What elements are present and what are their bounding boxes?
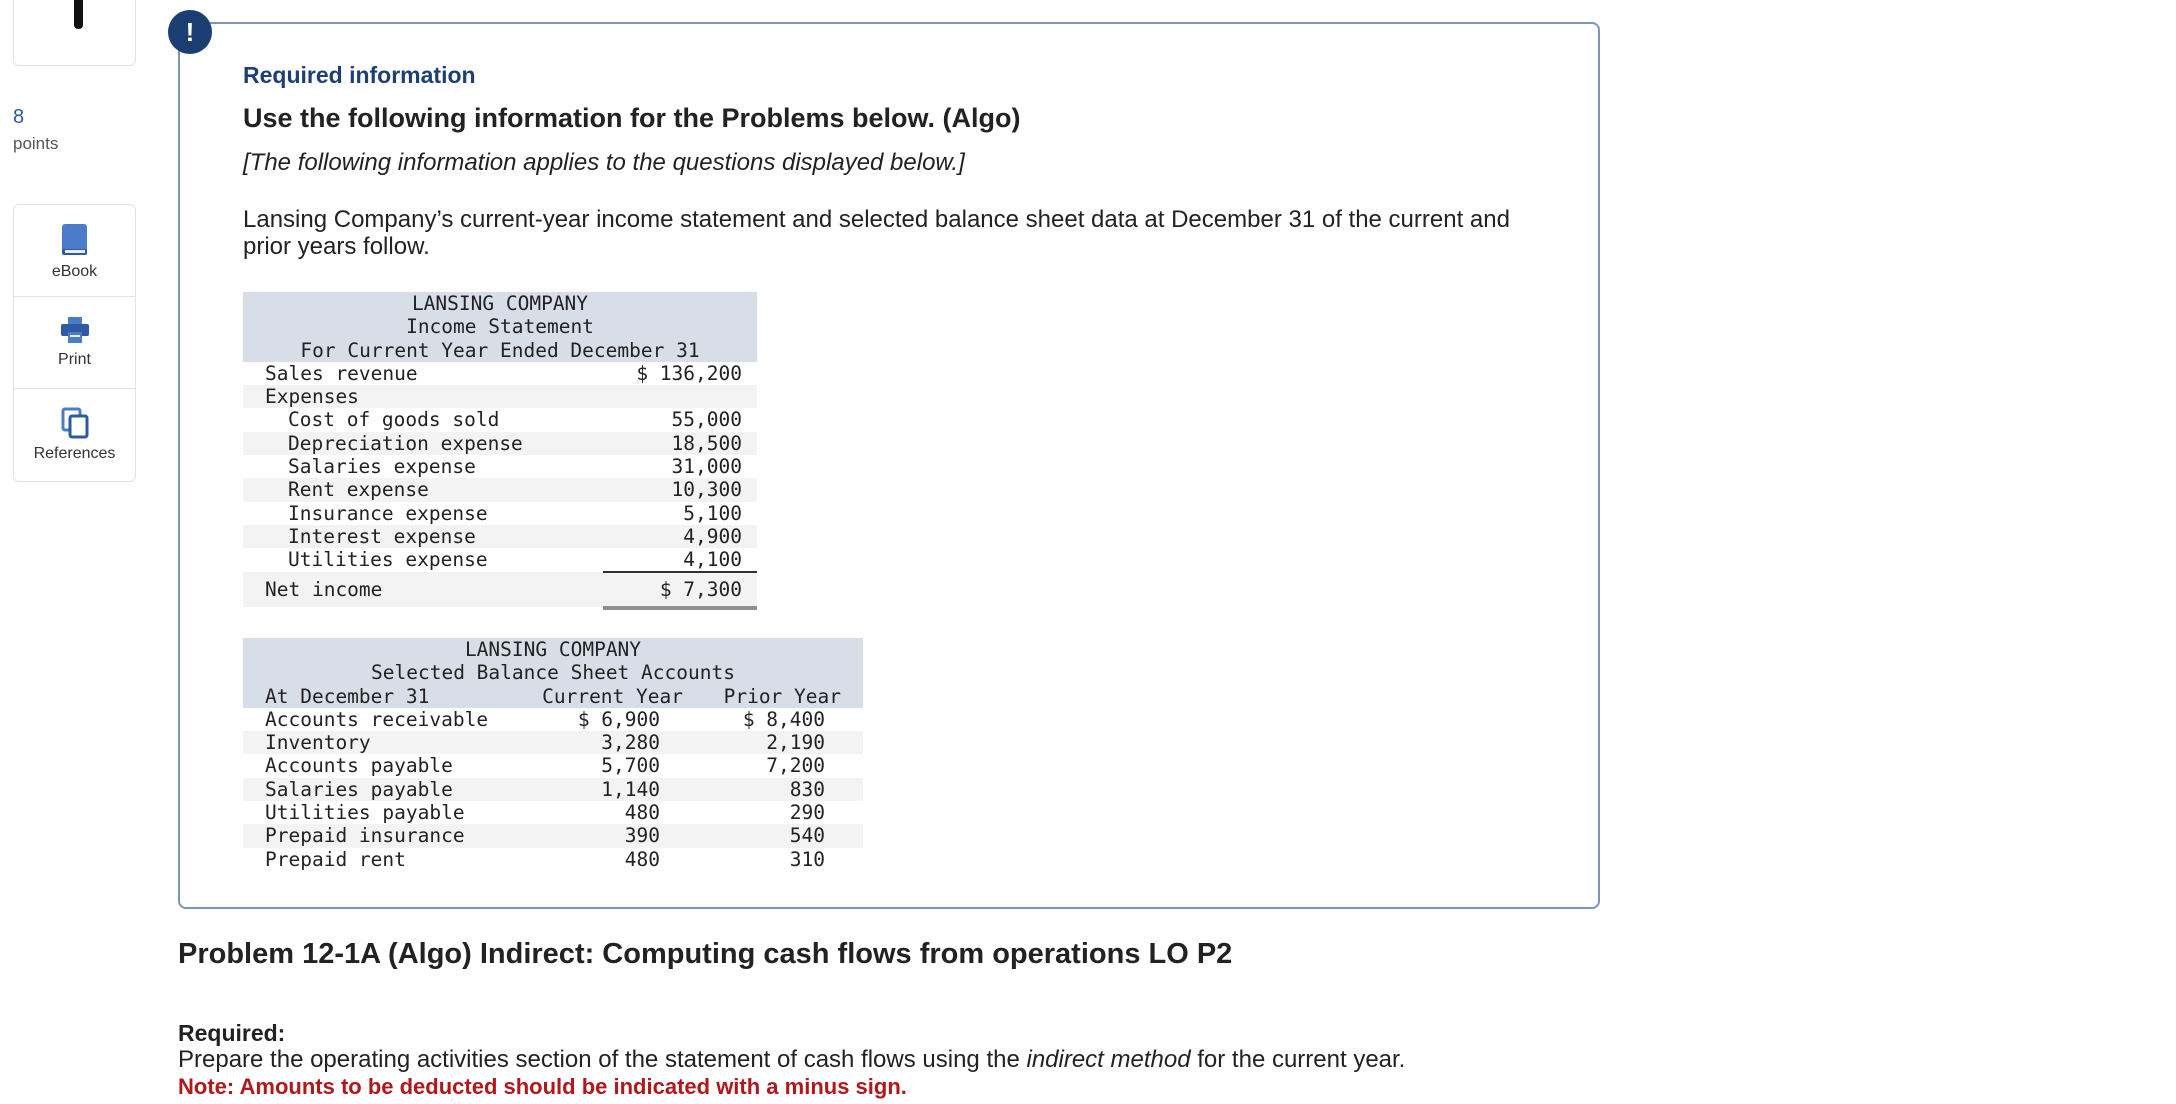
table-row <box>243 455 757 478</box>
ebook-label: eBook <box>51 263 98 280</box>
info-title: Use the following information for the Problems below. (Algo) <box>243 103 1021 133</box>
row-current: 480 <box>624 847 660 871</box>
nav-indicator <box>74 0 83 29</box>
row-label: Salaries payable <box>265 777 453 801</box>
is-title: Income Statement <box>243 315 757 338</box>
points-value: 8 <box>13 106 25 128</box>
bs-company: LANSING COMPANY <box>243 638 863 661</box>
table-row <box>243 731 863 754</box>
table-row <box>243 432 757 455</box>
printer-icon <box>60 315 90 345</box>
col-label: At December 31 <box>265 684 430 708</box>
references-button[interactable] <box>14 389 135 481</box>
references-label: References <box>33 445 116 462</box>
row-current: 1,140 <box>601 777 660 801</box>
row-prior: 290 <box>789 801 825 825</box>
row-value: 18,500 <box>671 431 742 455</box>
row-label: Sales revenue <box>265 361 418 385</box>
row-label: Expenses <box>265 385 359 409</box>
row-label: Net income <box>265 577 383 601</box>
total-double-rule <box>603 606 757 610</box>
book-icon <box>60 223 90 257</box>
income-statement-table <box>243 292 757 607</box>
row-label: Prepaid rent <box>265 847 406 871</box>
required-text-after: for the current year. <box>1190 1046 1406 1073</box>
question-nav-stub[interactable] <box>13 0 136 66</box>
row-label: Prepaid insurance <box>265 824 465 848</box>
row-label: Depreciation expense <box>288 431 523 455</box>
row-prior: 540 <box>789 824 825 848</box>
row-prior: $ 8,400 <box>742 707 825 731</box>
row-value: 4,900 <box>683 524 742 548</box>
row-current: 3,280 <box>601 731 660 755</box>
row-value: 10,300 <box>671 478 742 502</box>
row-current: 5,700 <box>601 754 660 778</box>
table-row <box>243 778 863 801</box>
row-label: Cost of goods sold <box>288 408 500 432</box>
tools-panel <box>13 204 136 482</box>
row-value: 55,000 <box>671 408 742 432</box>
row-label: Inventory <box>265 731 371 755</box>
row-current: 480 <box>624 801 660 825</box>
col-prior: Prior Year <box>723 684 841 708</box>
copy-icon <box>60 407 90 439</box>
row-label: Accounts payable <box>265 754 453 778</box>
row-label: Rent expense <box>288 478 429 502</box>
alert-icon: ! <box>168 10 212 54</box>
table-row <box>243 548 757 571</box>
row-label: Interest expense <box>288 524 476 548</box>
required-label: Required: <box>178 1020 286 1046</box>
table-row <box>243 848 863 871</box>
is-company: LANSING COMPANY <box>243 292 757 315</box>
required-info-heading: Required information <box>243 62 476 88</box>
ebook-button[interactable] <box>14 205 135 297</box>
required-text-before: Prepare the operating activities section of the statement of cash flows using the <box>178 1046 1027 1073</box>
info-applies-note: [The following information applies to the questions displayed below.] <box>243 149 965 176</box>
table-row <box>243 754 863 777</box>
bs-column-header <box>243 685 863 708</box>
net-income-row <box>243 572 757 607</box>
row-value: $ 7,300 <box>659 577 742 601</box>
row-prior: 2,190 <box>766 731 825 755</box>
row-prior: 830 <box>789 777 825 801</box>
table-row <box>243 502 757 525</box>
row-value: $ 136,200 <box>636 361 742 385</box>
row-prior: 310 <box>789 847 825 871</box>
table-row <box>243 362 757 385</box>
row-label: Utilities expense <box>288 548 488 572</box>
row-label: Salaries expense <box>288 455 476 479</box>
row-prior: 7,200 <box>766 754 825 778</box>
print-label: Print <box>58 351 91 368</box>
is-period: For Current Year Ended December 31 <box>243 339 757 362</box>
row-label: Accounts receivable <box>265 707 489 731</box>
table-row <box>243 708 863 731</box>
row-value: 5,100 <box>683 501 742 525</box>
row-value: 31,000 <box>671 455 742 479</box>
table-row <box>243 478 757 501</box>
row-label: Insurance expense <box>288 501 488 525</box>
required-instructions <box>178 1046 1405 1074</box>
table-row <box>243 824 863 847</box>
table-row <box>243 385 757 408</box>
deduction-note: Note: Amounts to be deducted should be indicated with a minus sign. <box>178 1074 907 1099</box>
balance-sheet-table <box>243 638 863 871</box>
col-current: Current Year <box>542 684 683 708</box>
table-row <box>243 408 757 431</box>
row-current: 390 <box>624 824 660 848</box>
required-text-italic: indirect method <box>1026 1046 1191 1073</box>
info-intro: Lansing Company’s current-year income statement and selected balance sheet data at December 31 of the current and prior years follow. <box>243 206 1510 260</box>
points-label: points <box>13 134 59 153</box>
bs-title: Selected Balance Sheet Accounts <box>243 661 863 684</box>
row-label: Utilities payable <box>265 801 465 825</box>
row-value: 4,100 <box>683 548 742 572</box>
problem-title: Problem 12-1A (Algo) Indirect: Computing cash flows from operations LO P2 <box>178 938 1233 970</box>
subtotal-rule <box>603 571 757 573</box>
table-row <box>243 801 863 824</box>
table-row <box>243 525 757 548</box>
row-current: $ 6,900 <box>577 707 660 731</box>
print-button[interactable] <box>14 297 135 389</box>
